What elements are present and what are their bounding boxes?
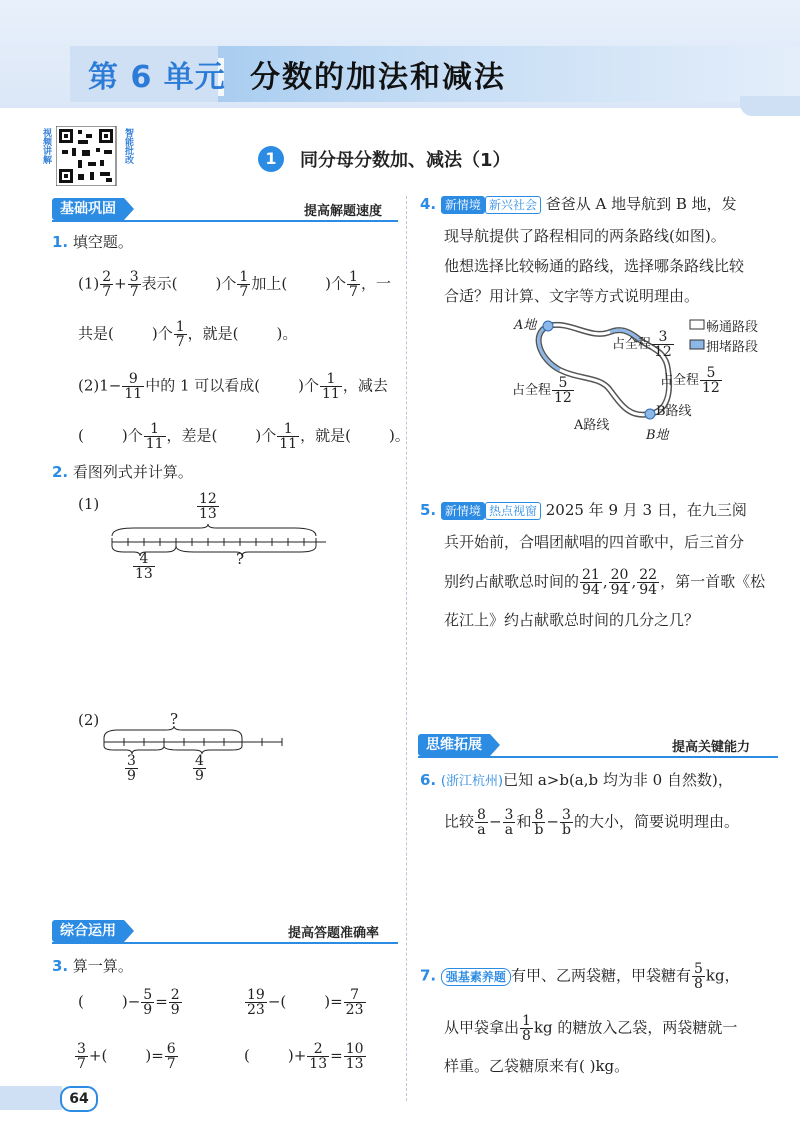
brace-top <box>104 726 242 738</box>
qr-block[interactable] <box>40 126 136 186</box>
fraction: $\frac{9}{11}$ <box>124 371 143 402</box>
banner-apply: 综合运用 <box>52 920 124 942</box>
q5-text-1: 2025 年 9 月 3 日，在九三阅 <box>545 501 747 519</box>
page-number: 64 <box>60 1086 98 1112</box>
q1-stem-text: 填空题。 <box>72 233 133 251</box>
legend-jam-label: 拥堵路段 <box>706 340 759 355</box>
q4-number: 4. <box>420 195 437 213</box>
q3-stem-text: 算一算。 <box>72 957 133 975</box>
q7-tag: 强基素养题 <box>441 968 511 986</box>
fraction: $\frac{1}{7}$ <box>175 319 185 350</box>
page-number-tab <box>0 1086 62 1110</box>
q4-tag-topic: 新兴社会 <box>485 196 541 214</box>
map-label-a-share: 占全程 $\frac{5}{12}$ <box>512 375 572 406</box>
text: ，就是( <box>300 426 351 445</box>
fraction: $\frac{1}{7}$ <box>239 269 249 300</box>
banner-basic: 基础巩固 <box>52 198 124 220</box>
q5-line3: 别约占献歌总时间的 $\frac{21}{94}$ , $\frac{20}{94}$ , $\frac{22}{94}$ ，第一首歌《松 <box>444 567 766 598</box>
q3-equation-2: $\frac{19}{23}$ −( )= $\frac{7}{23}$ <box>247 987 364 1018</box>
fraction: $\frac{3}{7}$ <box>129 269 139 300</box>
q6-number: 6. <box>420 771 437 789</box>
q3-stem <box>52 956 133 976</box>
text: )个 <box>325 274 347 293</box>
q3-equation-3: $\frac{3}{7}$ +( )= $\frac{6}{7}$ <box>77 1041 176 1072</box>
q7-number: 7. <box>420 966 437 985</box>
q4-line1 <box>420 194 737 214</box>
section-title: 同分母分数加、减法（1） <box>300 150 511 171</box>
map-b-place: B地 <box>646 428 669 443</box>
q1-number: 1. <box>52 233 69 251</box>
q2-diagram2-question: ? <box>170 710 179 728</box>
text: )个 <box>121 426 143 445</box>
map-label-b-share: 占全程 $\frac{3}{12}$ <box>612 329 672 360</box>
legend-jam-swatch <box>690 340 704 349</box>
brace-top <box>112 524 316 536</box>
text: 加上( <box>251 274 288 293</box>
q5-text-4: 花江上》约占献歌总时间的几分之几？ <box>444 611 700 629</box>
topic-title: 分数的加法和减法 <box>250 60 506 95</box>
fraction: $\frac{1}{11}$ <box>145 421 164 452</box>
q1-line3 <box>78 372 388 401</box>
text: 共是( <box>78 324 114 343</box>
q3-number: 3. <box>52 957 69 975</box>
banner-apply-line <box>52 942 398 944</box>
q4-text-4: 合适？用计算、文字等方式说明理由。 <box>444 287 700 305</box>
q1-line2 <box>78 320 297 349</box>
q1-line1: (1) $\frac{2}{7}$ + $\frac{3}{7}$ 表示( )个 $\frac{1}{7}$ 加上( )个 $\frac{1}{7}$ ，一 <box>78 269 391 300</box>
q2-stem <box>52 462 193 482</box>
text: )。 <box>276 324 298 343</box>
q2-diagram2 <box>98 726 288 756</box>
text: )。 <box>388 426 410 445</box>
legend-clear-swatch <box>690 320 704 329</box>
q2-diagram2-right-fraction: $\frac{4}{9}$ <box>195 753 204 784</box>
text: ，就是( <box>187 324 239 343</box>
banner-think-line <box>418 756 778 758</box>
text: ，减去 <box>342 376 388 395</box>
q2-diagram1-bottom-fraction: $\frac{4}{13}$ <box>135 551 153 582</box>
banner-think-note: 提高关键能力 <box>672 740 751 755</box>
fraction: $\frac{1}{11}$ <box>279 421 298 452</box>
text: 中的 1 可以看成( <box>145 376 261 395</box>
map-a-place: A地 <box>514 318 537 333</box>
q4-text-1: 爸爸从 A 地导航到 B 地，发 <box>545 195 737 213</box>
legend-clear-label: 畅通路段 <box>706 320 759 335</box>
qr-right-label: 智能批改 <box>123 128 133 164</box>
q2-part2-label: (2) <box>78 711 100 729</box>
q5-text-2: 兵开始前，合唱团献唱的四首歌中，后三首分 <box>444 533 745 551</box>
text: )个 <box>151 324 173 343</box>
q4-text-3: 他想选择比较畅通的路线，选择哪条路线比较 <box>444 257 745 275</box>
text: )个 <box>215 274 237 293</box>
q3-equation-4: ( )+ $\frac{2}{13}$ = $\frac{10}{13}$ <box>244 1041 364 1072</box>
point-b-marker <box>645 409 655 419</box>
q6-text-1: 已知 a>b(a,b 均为非 0 自然数)， <box>503 771 733 789</box>
map-route-a: A路线 <box>574 418 610 433</box>
text: ，差是( <box>166 426 218 445</box>
q4-text-2: 现导航提供了路程相同的两条路线(如图)。 <box>444 227 726 245</box>
q3-equation-1: ( )− $\frac{5}{9}$ = $\frac{2}{9}$ <box>78 987 180 1018</box>
q6-line1 <box>420 770 733 792</box>
q6-source: (浙江杭州) <box>440 774 504 789</box>
text: )个 <box>298 376 319 395</box>
banner-basic-note: 提高解题速度 <box>304 204 383 219</box>
text: (2)1− <box>78 376 122 395</box>
q1-stem <box>52 232 133 252</box>
fraction: $\frac{2}{7}$ <box>102 269 112 300</box>
q7-line1: 7. 强基素养题 有甲、乙两袋糖，甲袋糖有 $\frac{5}{8}$ kg， <box>420 961 740 992</box>
q5-line1 <box>420 500 747 520</box>
header-corner <box>740 96 800 116</box>
point-a-marker <box>543 321 553 331</box>
q2-diagram2-left-fraction: $\frac{3}{9}$ <box>127 753 136 784</box>
q7-line2: 从甲袋拿出 $\frac{1}{8}$ kg 的糖放入乙袋，两袋糖就一 <box>444 1013 738 1044</box>
text: ( <box>78 426 84 445</box>
q2-number: 2. <box>52 463 69 481</box>
map-route-b: B路线 <box>656 404 692 419</box>
q2-stem-text: 看图列式并计算。 <box>72 463 193 481</box>
text: 表示( <box>141 274 178 293</box>
q2-part1-label: (1) <box>78 495 100 513</box>
q5-tag-new-context: 新情境 <box>441 502 485 520</box>
qr-left-label: 视频讲解 <box>41 128 51 164</box>
q4-tag-new-context: 新情境 <box>441 196 485 214</box>
q2-diagram1-question: ? <box>236 550 245 568</box>
map-label-b-share-2: 占全程 $\frac{5}{12}$ <box>660 365 720 396</box>
q1-line4 <box>78 422 410 451</box>
qr-code-icon[interactable] <box>56 126 120 186</box>
unit-title: 第 6 单元 <box>88 60 226 95</box>
text: )个 <box>255 426 277 445</box>
banner-think: 思维拓展 <box>418 734 490 756</box>
fraction: $\frac{1}{11}$ <box>321 371 340 402</box>
q7-text-3: 样重。乙袋糖原来有( )kg。 <box>444 1057 630 1075</box>
q1-part-label: (1) <box>78 274 100 293</box>
banner-basic-line <box>52 220 398 222</box>
section-number-badge: 1 <box>258 146 284 172</box>
column-divider <box>406 196 407 1101</box>
fraction: $\frac{1}{7}$ <box>349 269 358 300</box>
q2-diagram1-top-fraction: $\frac{12}{13}$ <box>199 491 217 522</box>
text: ，一 <box>360 274 391 293</box>
brace-bottom-right <box>176 546 316 556</box>
banner-apply-note: 提高答题准确率 <box>288 926 380 941</box>
q5-number: 5. <box>420 501 437 519</box>
q6-line2: 比较 $\frac{8}{a}$ − $\frac{3}{a}$ 和 $\frac{8}{b}$ − $\frac{3}{b}$ 的大小，简要说明理由。 <box>444 807 739 838</box>
q5-tag-topic: 热点视窗 <box>485 502 541 520</box>
